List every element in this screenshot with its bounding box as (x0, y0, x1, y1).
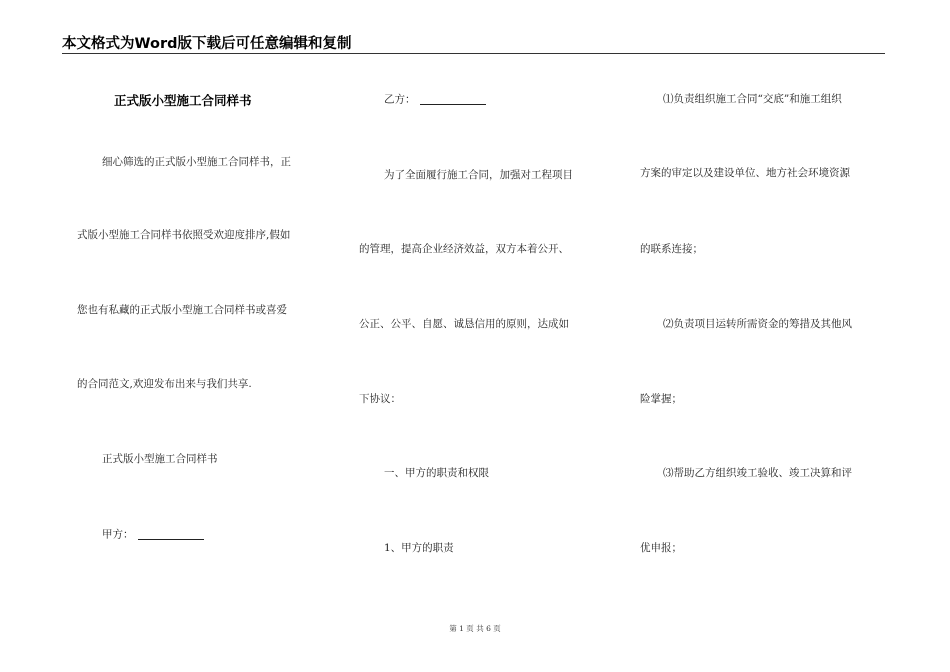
agreement-line: 为了全面履行施工合同，加强对工程项目 (384, 169, 573, 181)
party-a-label: 甲方： (102, 528, 134, 541)
duty-line: 的联系连接； (640, 243, 703, 255)
subsection-heading: 1、甲方的职责 (384, 542, 454, 554)
agreement-line: 的管理，提高企业经济效益，双方本着公开、 (359, 243, 569, 255)
party-b-blank (420, 94, 486, 105)
intro-line: 细心筛选的正式版小型施工合同样书，正 (102, 156, 291, 168)
agreement-line: 公正、公平、自愿、诚恳信用的原则，达成如 (359, 318, 569, 330)
document-title: 正式版小型施工合同样书 (114, 93, 252, 108)
party-b-field (384, 94, 486, 105)
duty-line: 方案的审定以及建设单位、地方社会环境资源 (640, 167, 850, 179)
header-divider (62, 53, 885, 54)
agreement-line: 下协议： (359, 393, 401, 405)
party-a-field (102, 529, 204, 540)
section-subtitle: 正式版小型施工合同样书 (102, 453, 218, 465)
duty-line: ⑶帮助乙方组织竣工验收、竣工决算和评 (663, 467, 852, 479)
page-number: 第 1 页 共 6 页 (449, 624, 501, 633)
intro-line: 您也有私藏的正式版小型施工合同样书或喜爱 (77, 304, 287, 316)
duty-line: 险掌握； (640, 393, 682, 405)
section-heading: 一、甲方的职责和权限 (384, 467, 489, 479)
intro-line: 式版小型施工合同样书依照受欢迎度排序,假如 (77, 229, 291, 241)
party-a-blank (138, 529, 204, 540)
duty-line: ⑴负责组织施工合同“交底”和施工组织 (663, 93, 842, 105)
duty-line: 优申报； (640, 542, 682, 554)
intro-line: 的合同范文,欢迎发布出来与我们共享. (77, 378, 252, 390)
duty-line: ⑵负责项目运转所需资金的筹措及其他风 (663, 318, 852, 330)
party-b-label: 乙方： (384, 93, 416, 106)
document-header: 本文格式为Word版下载后可任意编辑和复制 (62, 36, 352, 52)
